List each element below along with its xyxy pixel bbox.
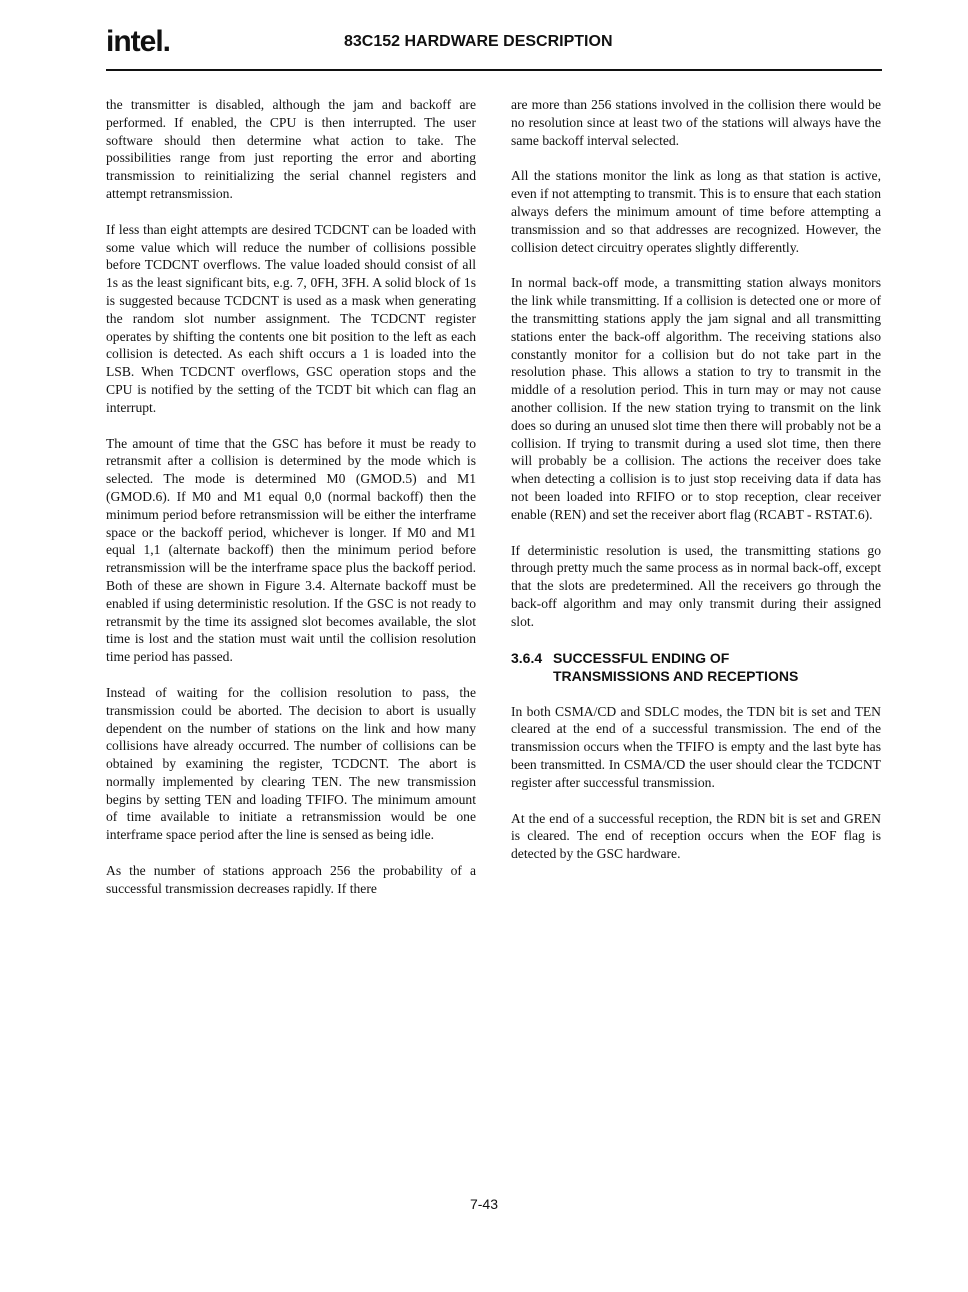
paragraph: All the stations monitor the link as long as that station is active, even if not attempting to transmit. This is to ensure that each station always defers the minimum amount of time before attempting a transmission and so that addresses are recognized. However, the collision detect circuitry operates slightly differently. (511, 168, 881, 255)
header-rule (106, 69, 882, 71)
paragraph: In both CSMA/CD and SDLC modes, the TDN bit is set and TEN cleared at the end of a successful transmission. The end of the transmission occurs when the TFIFO is empty and the last byte has been transmitted. In CSMA/CD the user should clear the TCDCNT register after successful transmission. (511, 703, 881, 790)
section-title-line2: TRANSMISSIONS AND RECEPTIONS (553, 667, 799, 684)
paragraph: If deterministic resolution is used, the transmitting stations go through pretty much the same process as in normal back-off, except that the slots are predetermined. All the receivers go through the back-off algorithm and may only transmit during their assigned slot. (511, 542, 881, 629)
paragraph: If less than eight attempts are desired TCDCNT can be loaded with some value which will reduce the number of collisions possible before TCDCNT overflows. The value loaded should consist of all 1s as the least significant bits, e.g. 7, 0FH, 3FH. A solid block of 1s is suggested because TCDCNT is used as a mask when generating the random slot number assignment. The TCDCNT register operates by shifting the contents one bit position to the left as each collision is detected. As each shift occurs a 1 is loaded into the LSB. When TCDCNT overflows, GSC operation stops and the CPU is notified by the setting of the TCDT bit which can flag an interrupt. (106, 221, 476, 415)
document-title: 83C152 HARDWARE DESCRIPTION (344, 33, 613, 50)
left-column (106, 96, 476, 916)
section-heading (511, 649, 881, 685)
section-title-line1: SUCCESSFUL ENDING OF (553, 649, 730, 666)
paragraph: At the end of a successful reception, the RDN bit is set and GREN is cleared. The end of reception occurs when the EOF flag is detected by the GSC hardware. (511, 810, 881, 862)
paragraph: In normal back-off mode, a transmitting station always monitors the link while transmitting. If a collision is detected one or more of the transmitting stations apply the jam signal and all transmitting stations enter the back-off algorithm. The receiving stations also constantly monitor for a collision but do not take part in the resolution phase. This allows a station to try to transmit in the middle of a resolution period. This in turn may or may not cause another collision. If the new station trying to transmit on the link does so during an unused slot time then there will probably not be a collision. If trying to transmit during a used slot time, then there will probably be a collision. The actions the receiver does take when detecting a collision is to just stop receiving data if data has not been loaded into RFIFO or to stop reception, clear receiver enable (REN) and set the receiver abort flag (RCABT - RSTAT.6). (511, 275, 881, 522)
intel-logo: intel. (106, 25, 171, 58)
paragraph: Instead of waiting for the collision resolution to pass, the transmission could be aborted. The decision to abort is usually dependent on the number of stations on the link and how many collisions have already occurred. The number of collisions can be obtained by examining the register, TCDCNT. The abort is normally implemented by clearing TEN. The new transmission begins by setting TEN and loading TFIFO. The minimum amount of time available to initiate a retransmission would be one interframe space period after the line is sensed as being idle. (106, 684, 476, 843)
right-column (511, 96, 881, 881)
page-header (106, 24, 882, 70)
paragraph: are more than 256 stations involved in the collision there would be no resolution since at least two of the stations will always have the same backoff interval selected. (511, 97, 881, 148)
paragraph: As the number of stations approach 256 the probability of a successful transmission decreases rapidly. If there (106, 863, 476, 896)
page-number: 7-43 (469, 1196, 499, 1212)
paragraph: The amount of time that the GSC has before it must be ready to retransmit after a collision is determined by the mode which is selected. The mode is determined M0 (GMOD.5) and M1 (GMOD.6). If M0 and M1 equal 0,0 (normal backoff) then the minimum period before retransmission will be either the interframe space or the backoff period, whichever is longer. If M0 and M1 equal 1,1 (alternate backoff) then the minimum period before retransmission will be the interframe space plus the backoff period. Both of these are shown in Figure 3.4. Alternate backoff must be enabled if using deterministic resolution. If the GSC is not ready to retransmit by the time its assigned slot becomes available, the slot time is lost and the station must wait until the collision resolution time period has passed. (106, 435, 476, 665)
section-number: 3.6.4 (511, 649, 543, 666)
paragraph: the transmitter is disabled, although the jam and backoff are performed. If enabled, the CPU is then interrupted. The user software should then determine what action to take. The possibilities range from just reporting the error and aborting transmission to reinitializing the serial channel registers and attempt retransmission. (106, 97, 476, 201)
